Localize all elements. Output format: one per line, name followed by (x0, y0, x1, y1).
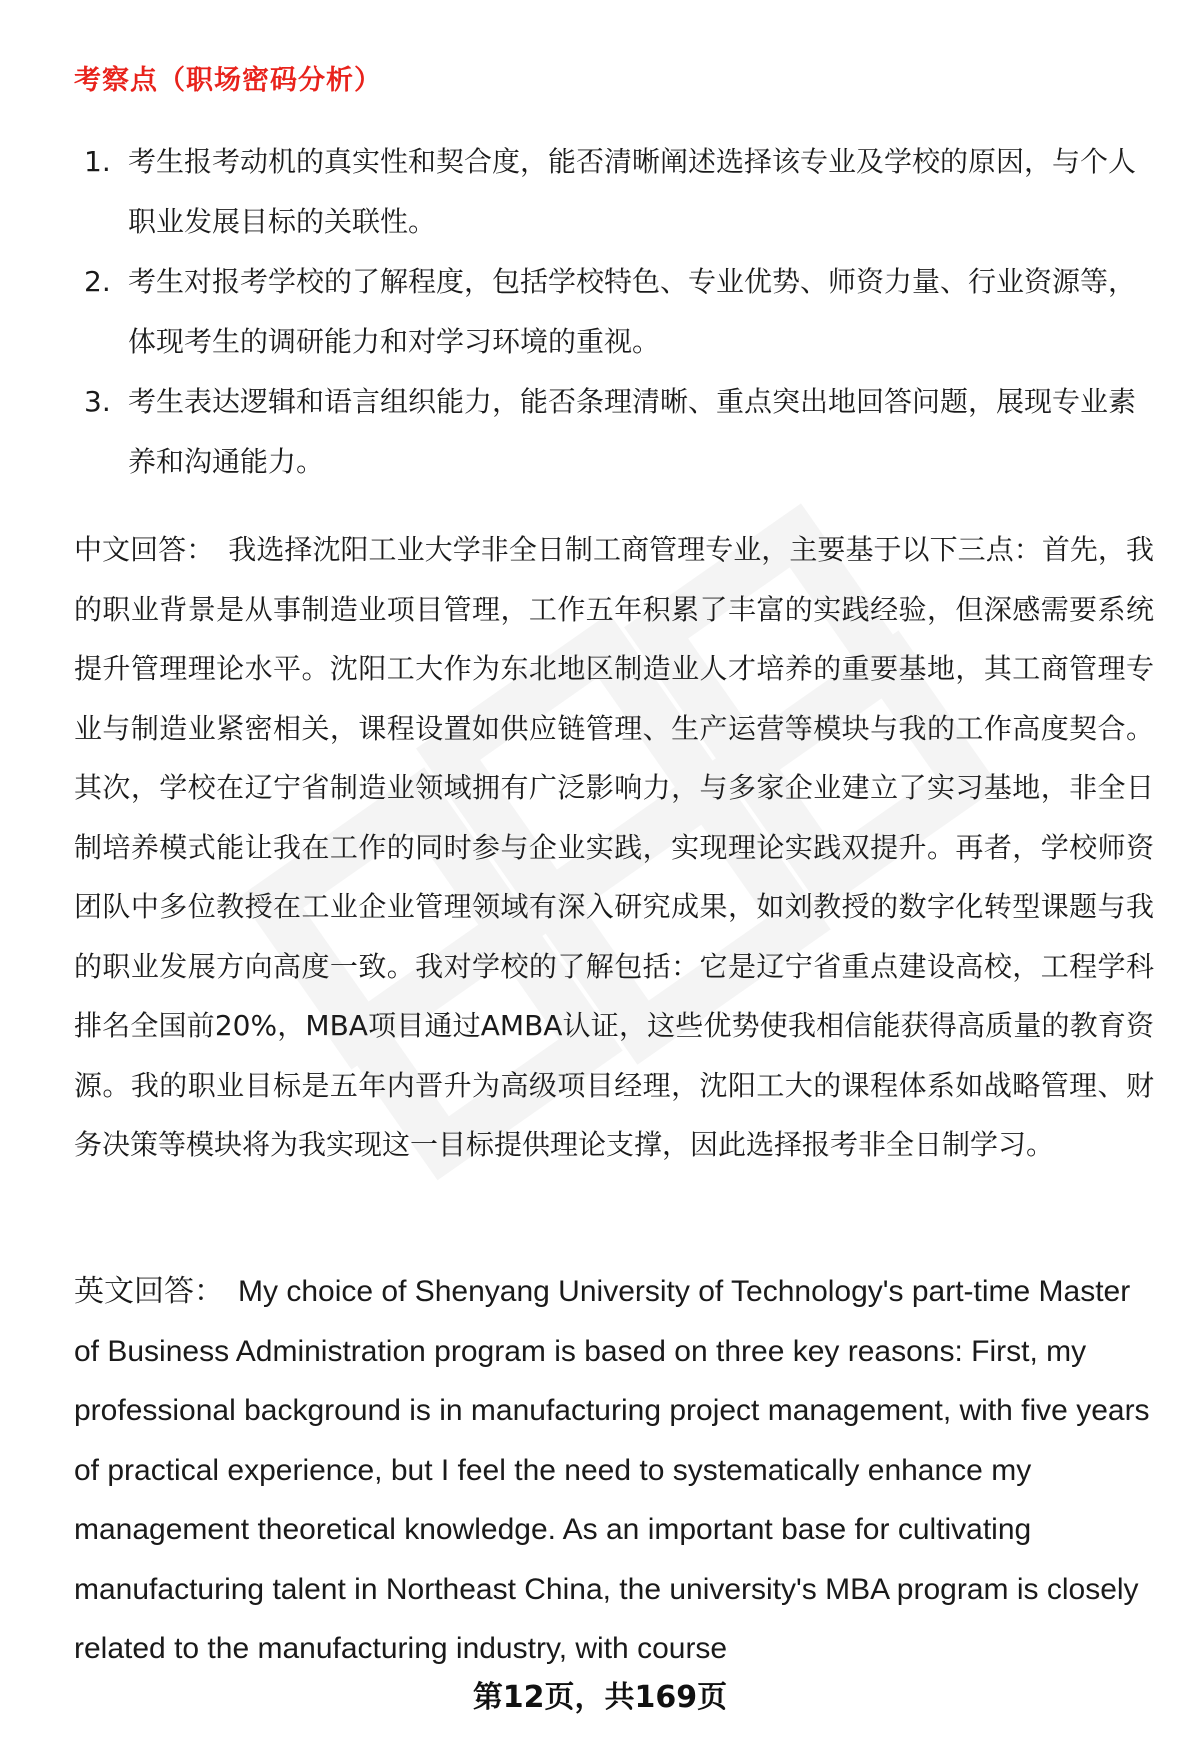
section-title: 考察点（职场密码分析） (74, 65, 382, 96)
chinese-answer-label: 中文回答： (74, 533, 215, 566)
exam-point-item (74, 372, 1144, 492)
exam-point-number: 1. (84, 145, 111, 178)
english-answer (74, 1262, 1154, 1679)
exam-points-list (74, 132, 1144, 492)
chinese-answer (74, 520, 1154, 1175)
english-answer-label: 英文回答： (74, 1275, 224, 1308)
exam-point-item (74, 132, 1144, 252)
page-number: 第12页，共169页 (472, 1680, 728, 1715)
exam-point-number: 2. (84, 265, 111, 298)
exam-point-text: 考生表达逻辑和语言组织能力，能否条理清晰、重点突出地回答问题，展现专业素养和沟通能力。 (128, 385, 1137, 478)
exam-point-text: 考生报考动机的真实性和契合度，能否清晰阐述选择该专业及学校的原因，与个人职业发展目标的关联性。 (128, 145, 1137, 238)
exam-point-number: 3. (84, 385, 111, 418)
exam-point-text: 考生对报考学校的了解程度，包括学校特色、专业优势、师资力量、行业资源等，体现考生的调研能力和对学习环境的重视。 (128, 265, 1137, 358)
exam-point-item (74, 252, 1144, 372)
chinese-answer-text: 我选择沈阳工业大学非全日制工商管理专业，主要基于以下三点：首先，我的职业背景是从事制造业项目管理，工作五年积累了丰富的实践经验，但深感需要系统提升管理理论水平。沈阳工大作为东北地区制造业人才培养的重要基地，其工商管理专业与制造业紧密相关，课程设置如供应链管理、生产运营等模块与我的工作高度契合。其次，学校在辽宁省制造业领域拥有广泛影响力，与多家企业建立了实习基地，非全日制培养模式能让我在工作的同时参与企业实践，实现理论实践双提升。再者，学校师资团队中多位教授在工业企业管理领域有深入研究成果，如刘教授的数字化转型课题与我的职业发展方向高度一致。我对学校的了解包括：它是辽宁省重点建设高校，工程学科排名全国前20%，MBA项目通过AMBA认证，这些优势使我相信能获得高质量的教育资源。我的职业目标是五年内晋升为高级项目经理，沈阳工大的课程体系如战略管理、财务决策等模块将为我实现这一目标提供理论支撑，因此选择报考非全日制学习。 (74, 533, 1154, 1161)
english-answer-text: My choice of Shenyang University of Technology's part-time Master of Business Administration program is based on three key reasons: First, my professional background is in manufacturing project management, with five years of practical experience, but I feel the need to systematically enhance my management theoretical knowledge. As an important base for cultivating manufacturing talent in Northeast China, the university's MBA program is closely related to the manufacturing industry, with course (74, 1275, 1150, 1665)
